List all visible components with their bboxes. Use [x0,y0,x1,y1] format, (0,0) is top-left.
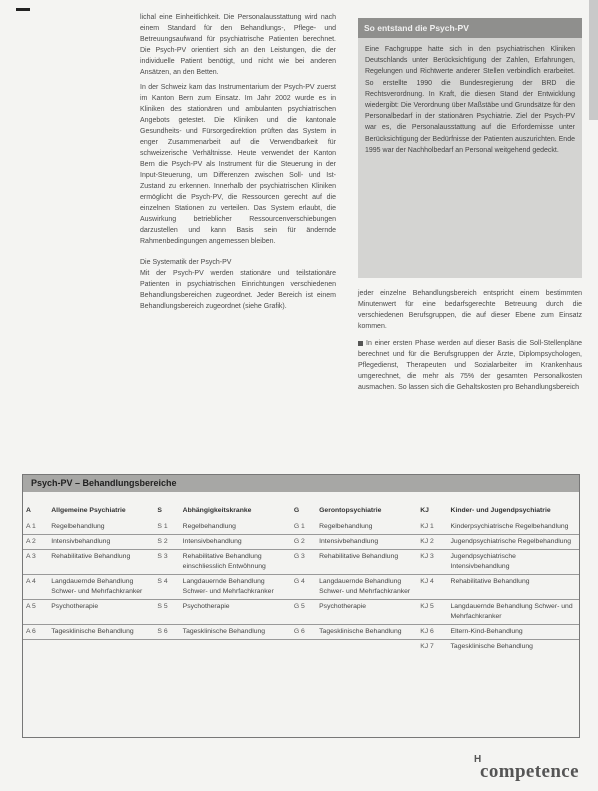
column-heading: Kinder- und Jugendpsychiatrie [450,507,551,514]
logo-text: competence [480,761,579,782]
cell-code: G 4 [291,575,316,600]
table-row [23,625,579,640]
cell-label: Psychotherapie [180,600,291,625]
column-heading: Allgemeine Psychiatrie [51,507,126,514]
cell-label: Kinderpsychiatrische Regelbehandlung [450,523,569,530]
cell-code: S 5 [154,600,179,625]
cell-code: S 4 [154,575,179,600]
cell-code [154,640,179,655]
cell-label: Eltern-Kind-Behandlung [448,625,579,640]
table-title: Psych-PV – Behandlungsbereiche [23,475,579,492]
cell-code: G 1 [293,523,305,530]
table-row [23,575,579,600]
cell-label: Langdauernde Behandlung Schwer- und Mehrfachkranker [48,575,154,600]
cell-code: S 1 [157,523,168,530]
section-subheading: Die Systematik der Psych-PV [140,259,232,266]
cell-code: G 3 [291,550,316,575]
cell-code: G 6 [291,625,316,640]
cell-label [48,640,154,655]
treatment-areas-table-box [22,474,580,738]
square-bullet-icon [358,341,363,346]
table-row [23,640,579,655]
cell-code: A 3 [23,550,48,575]
cell-label: Rehabilitative Behandlung einschliesslich Entwöhnung [180,550,291,575]
competence-logo [474,754,579,784]
page-corner-mark [16,8,30,11]
cell-label: Langdauernde Behandlung Schwer- und Mehrfachkranker [180,575,291,600]
cell-label: Rehabilitative Behandlung [316,550,417,575]
cell-code: KJ 6 [417,625,447,640]
table-row [23,520,579,535]
cell-code: A 5 [23,600,48,625]
cell-code: G 5 [291,600,316,625]
logo-prefix: H [474,754,482,765]
cell-code: G 2 [291,535,316,550]
column-code: S [157,507,162,514]
cell-code: A 1 [26,523,36,530]
cell-code: A 4 [23,575,48,600]
table-row [23,535,579,550]
cell-code: KJ 4 [417,575,447,600]
right-paragraph-2-text: In einer ersten Phase werden auf dieser Basis die Soll-Stellenpläne berechnet und für die Berufsgruppen der Ärzte, Diplompsychologen, Pflegedienst, Therapeuten und Sozialarbeiter im Krankenhaus umgerechnet, die mehr als 75% der gesamten Personalkosten ausmachen. So lassen sich die Gehaltskosten pro Behandlungsbereich [358,340,582,391]
cell-label: Psychotherapie [316,600,417,625]
column-code: A [26,507,31,514]
left-paragraph-1: lichal eine Einheitlichkeit. Die Personalausstattung wird nach einem Standard für den Behandlungs-, Pflege- und Betreuungsaufwand für psychiatrische Patienten berechnet. Die Psych-PV orientiert sich an den Leistungen, die der individuelle Patient benötigt, und nicht wie bei anderen Ansätzen, an den Betten. [140,14,336,76]
cell-code [291,640,316,655]
cell-label: Langdauernde Behandlung Schwer- und Mehrfachkranker [448,600,579,625]
cell-code: KJ 7 [417,640,447,655]
cell-code: S 2 [154,535,179,550]
cell-label: Intensivbehandlung [316,535,417,550]
left-paragraph-2: In der Schweiz kam das Instrumentarium der Psych-PV zuerst im Kanton Bern zum Einsatz. Im Jahr 2002 wurde es in Kliniken des stationären und ambulanten psychiatrischen Angebots getestet. Die Kliniken und die kantonale Gesundheits- und Fürsorgedirektion prüften das System in enger Zusammenarbeit auf die Verwendbarkeit für schweizerische Verhältnisse. Heute verwendet der Kanton Bern die Psych-PV als Instrument für die Steuerung in der Input-Steuerung, um Differenzen zwischen Soll- und Ist-Zustand zu erkennen. Innerhalb der psychiatrischen Kliniken ermöglicht die Psych-PV, die Ressourcen gerecht auf die einzelnen Stationen zu verteilen. Das System erlaubt, die Auswirkung betrieblicher Ressourcenverschiebungen darzustellen und kann Basis sein für ändernde Rahmenbedingungen angemessen bleiben. [140,84,336,245]
right-paragraph-2 [358,338,582,393]
cell-label [180,640,291,655]
right-paragraph-1: jeder einzelne Behandlungsbereich entspricht einem bestimmten Minutenwert für eine bedarfsgerechte Betreuung durch die verschiedenen Berufsgruppen, die auf dieser Ebene zum Einsatz kommen. [358,290,582,330]
cell-code: KJ 1 [420,523,434,530]
cell-code: S 3 [154,550,179,575]
column-code: KJ [420,507,429,514]
cell-label: Rehabilitative Behandlung [48,550,154,575]
info-box-text: Eine Fachgruppe hatte sich in den psychiatrischen Kliniken Deutschlands unter Berücksichtigung der Zahlen, Erfahrungen, Regelungen und Richtwerte anderer Stellen verbindlich erarbeitet. So erstellte 1990 die Bundesregierung der BRD die Rechtsverordnung. In Kraft, die diesen Stand der Entwicklung wiedergibt: Die Verordnung über Maßstäbe und Grundsätze für den Personalbedarf in der stationären Psychiatrie. Ziel der Psych-PV war es, die Personalausstattung auf die Erfordernisse unter Berücksichtigung der Bedürfnisse der Patienten auszurichten. Ende 1995 war der Nachholbedarf an Personal weitgehend gedeckt. [365,46,575,154]
cell-code: S 6 [154,625,179,640]
cell-code: KJ 2 [417,535,447,550]
table-header-row [23,492,579,520]
cell-label: Intensivbehandlung [48,535,154,550]
cell-label: Tagesklinische Behandlung [448,640,579,655]
cell-label: Jugendpsychiatrische Intensivbehandlung [448,550,579,575]
cell-label: Psychotherapie [48,600,154,625]
cell-code: KJ 5 [417,600,447,625]
cell-label: Jugendpsychiatrische Regelbehandlung [448,535,579,550]
cell-label: Tagesklinische Behandlung [316,625,417,640]
info-box-title: So entstand die Psych-PV [358,18,582,38]
cell-label: Intensivbehandlung [180,535,291,550]
cell-code: A 6 [23,625,48,640]
column-heading: Abhängigkeitskranke [182,507,252,514]
left-paragraph-3: Mit der Psych-PV werden stationäre und teilstationäre Patienten in psychiatrischen Einrichtungen verschiedenen Behandlungsbereichen zugeordnet. Jeder Bereich ist einem Behandlungsbereich zugeordnet (siehe Grafik). [140,270,336,310]
cell-label: Langdauernde Behandlung Schwer- und Mehrfachkranker [316,575,417,600]
cell-code: A 2 [23,535,48,550]
column-code: G [293,507,300,514]
left-text-column [140,12,336,316]
table-row [23,600,579,625]
right-text-column [358,288,582,399]
info-box [358,18,582,278]
column-heading: Gerontopsychiatrie [319,507,382,514]
cell-label [316,640,417,655]
cell-label: Tagesklinische Behandlung [48,625,154,640]
cell-label: Regelbehandlung [319,523,373,530]
cell-label: Regelbehandlung [51,523,105,530]
cell-code: KJ 3 [417,550,447,575]
table-row [23,550,579,575]
cell-code [23,640,48,655]
page-edge-tab [589,0,598,120]
cell-label: Tagesklinische Behandlung [180,625,291,640]
cell-label: Rehabilitative Behandlung [448,575,579,600]
cell-label: Regelbehandlung [182,523,236,530]
treatment-areas-table [23,492,579,654]
